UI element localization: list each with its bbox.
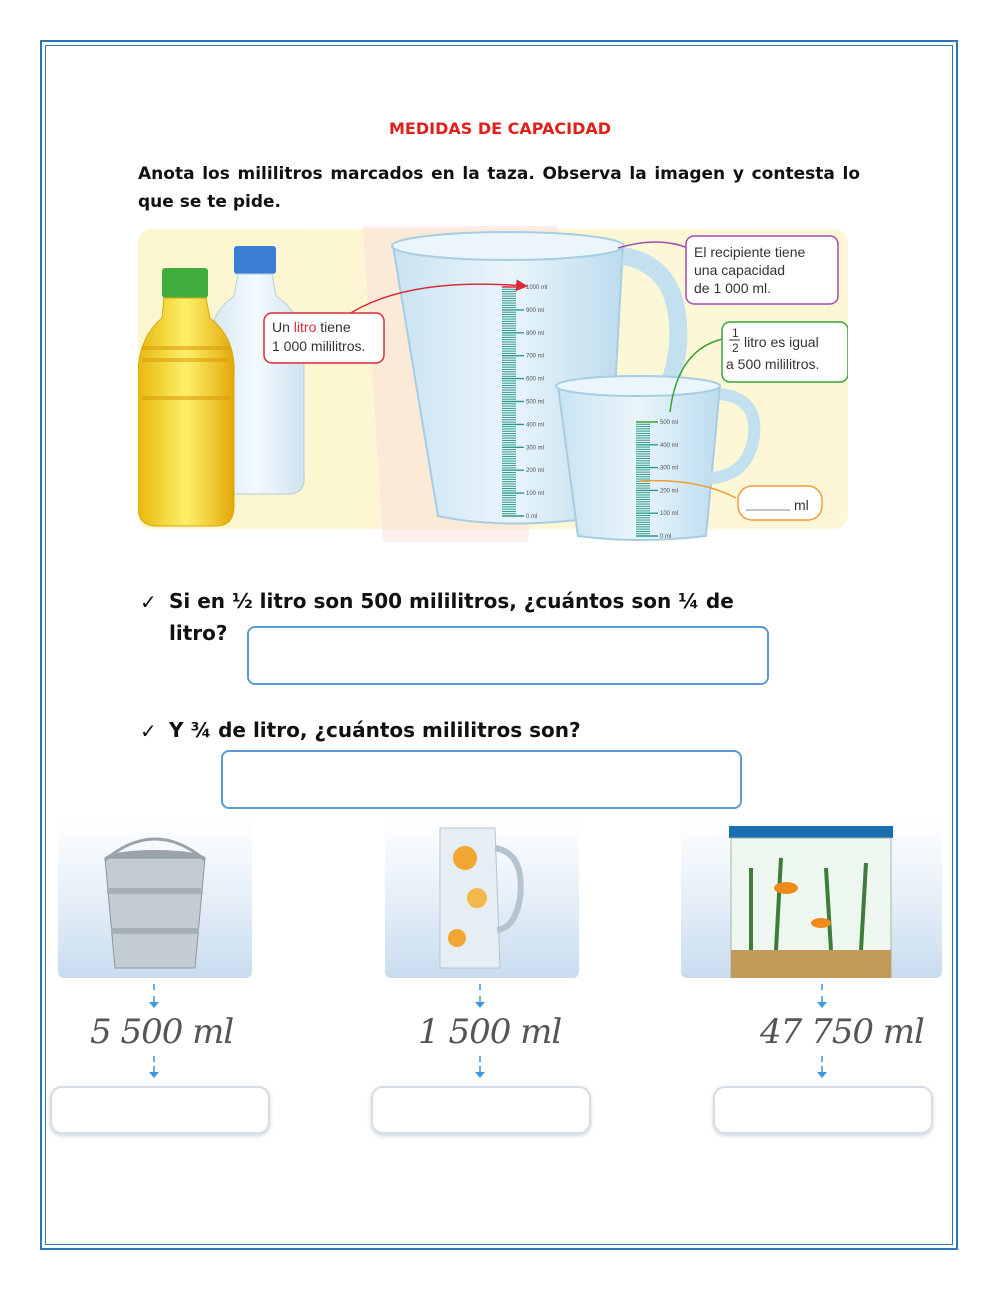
svg-text:El recipiente tiene: El recipiente tiene (694, 244, 806, 260)
question-line: litro? (169, 621, 228, 645)
large-jug-tick-label: 500 ml (526, 399, 545, 406)
pitcher-card (385, 818, 579, 978)
large-jug-tick-label: 0 ml (526, 514, 538, 520)
answer-box-three-quarters[interactable] (221, 750, 742, 809)
amount-pitcher: 1 500 ml (418, 1012, 562, 1052)
question-three-quarters: Y ¾ de litro, ¿cuántos mililitros son? (169, 718, 581, 742)
dashed-connector (479, 984, 481, 1002)
answer-box-pitcher[interactable] (371, 1086, 591, 1134)
down-arrow-icon (475, 1072, 485, 1078)
small-jug-tick-label: 400 ml (660, 442, 679, 449)
down-arrow-icon (149, 1072, 159, 1078)
large-jug-tick-label: 400 ml (526, 422, 545, 429)
amount-aquarium: 47 750 ml (760, 1012, 924, 1052)
svg-text:a 500 mililitros.: a 500 mililitros. (726, 356, 820, 372)
callout-half-liter (722, 322, 848, 382)
svg-text:ml: ml (794, 497, 809, 513)
small-jug-tick-label: 0 ml (660, 534, 672, 540)
large-jug-tick-label: 600 ml (526, 376, 545, 383)
large-jug-tick-label: 700 ml (526, 353, 545, 360)
large-jug-tick-label: 300 ml (526, 445, 545, 452)
callout-one-liter (264, 313, 384, 363)
instructions-text: Anota los mililitros marcados en la taza. Observa la imagen y contesta lo que se te pide. (138, 164, 860, 212)
dashed-connector (153, 984, 155, 1002)
worksheet-title: MEDIDAS DE CAPACIDAD (388, 119, 612, 138)
small-jug-tick-label: 100 ml (660, 511, 679, 518)
small-jug-tick-label: 500 ml (660, 420, 679, 426)
small-jug-tick-label: 200 ml (660, 488, 679, 495)
aquarium-card (681, 818, 942, 978)
down-arrow-icon (817, 1002, 827, 1008)
bucket-card (58, 818, 252, 978)
check-icon: ✓ (140, 719, 157, 743)
dashed-connector (479, 1056, 481, 1072)
question-line: Si en ½ litro son 500 mililitros, ¿cuántos son ¼ de (169, 589, 734, 613)
aquarium-icon (681, 818, 942, 978)
svg-text:Un litro tiene: Un litro tiene (272, 319, 351, 335)
svg-text:de 1 000 ml.: de 1 000 ml. (694, 280, 772, 296)
svg-text:1 000 mililitros.: 1 000 mililitros. (272, 338, 366, 354)
answer-box-aquarium[interactable] (713, 1086, 933, 1134)
svg-text:litro es igual: litro es igual (744, 334, 819, 350)
down-arrow-icon (475, 1002, 485, 1008)
down-arrow-icon (149, 1002, 159, 1008)
callout-capacity (686, 236, 838, 304)
measuring-cups-illustration (138, 226, 848, 542)
large-jug-tick-label: 900 ml (526, 307, 545, 314)
svg-text:una capacidad: una capacidad (694, 262, 786, 278)
dashed-connector (821, 1056, 823, 1072)
large-jug-tick-label: 1000 ml (526, 285, 548, 291)
check-icon: ✓ (140, 590, 157, 614)
dashed-connector (153, 1056, 155, 1072)
small-jug-tick-label: 300 ml (660, 465, 679, 472)
answer-box-bucket[interactable] (50, 1086, 270, 1134)
svg-text:1: 1 (732, 326, 739, 340)
answer-box-quarter-liter[interactable] (247, 626, 769, 685)
down-arrow-icon (817, 1072, 827, 1078)
bucket-icon (58, 818, 252, 978)
ml-answer-bubble[interactable] (738, 486, 822, 520)
large-jug-tick-label: 100 ml (526, 491, 545, 498)
large-jug-tick-label: 800 ml (526, 330, 545, 337)
pitcher-icon (385, 818, 579, 978)
dashed-connector (821, 984, 823, 1002)
svg-text:2: 2 (732, 341, 739, 355)
large-jug-tick-label: 200 ml (526, 468, 545, 475)
amount-bucket: 5 500 ml (90, 1012, 234, 1052)
